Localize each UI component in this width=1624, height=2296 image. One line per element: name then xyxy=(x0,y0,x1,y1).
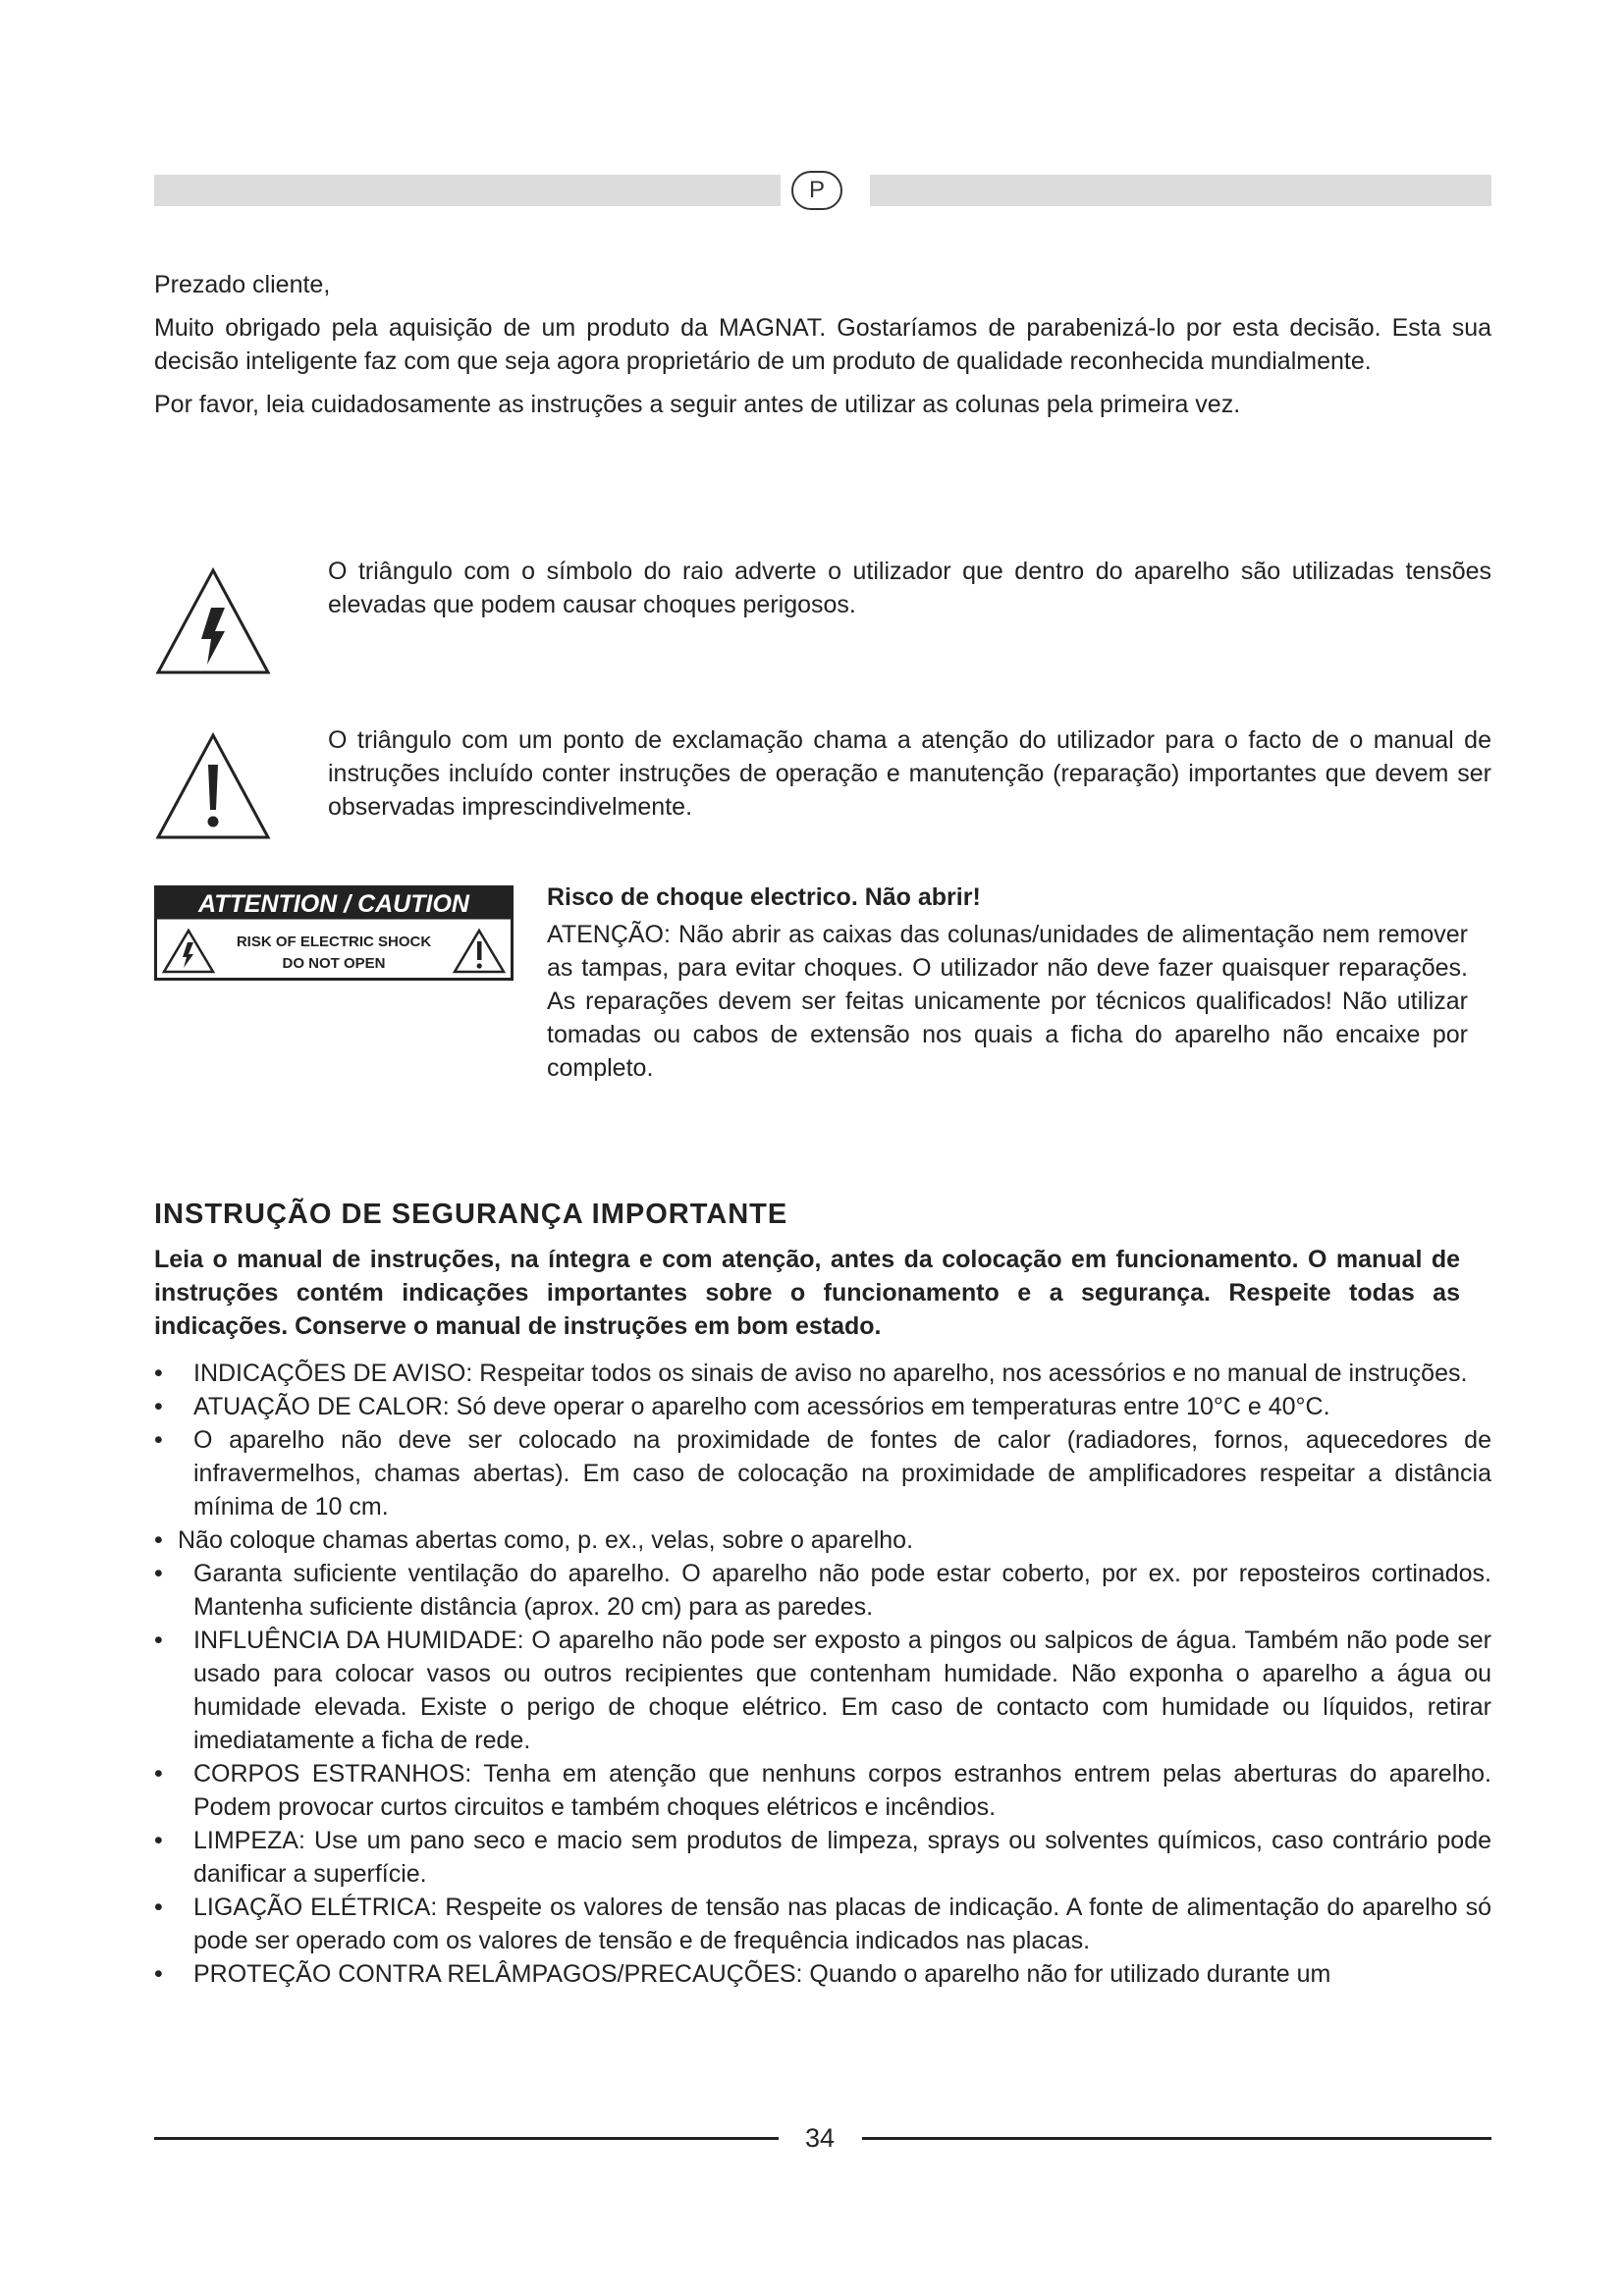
safety-bullet-list xyxy=(154,1357,1491,1991)
list-item: • LIGAÇÃO ELÉTRICA: Respeite os valores de tensão nas placas de indicação. A fonte de alimentação do aparelho só pode ser operado com os valores de tensão e de frequência indicados nas placas. xyxy=(154,1891,1491,1957)
lightning-warning-text: O triângulo com o símbolo do raio adverte o utilizador que dentro do aparelho são utilizadas tensões elevadas que podem causar choques perigosos. xyxy=(328,558,1491,618)
safety-section-title: INSTRUÇÃO DE SEGURANÇA IMPORTANTE xyxy=(154,1199,788,1230)
caution-label-line1: RISK OF ELECTRIC SHOCK xyxy=(236,934,432,950)
list-item: • PROTEÇÃO CONTRA RELÂMPAGOS/PRECAUÇÕES: Quando o aparelho não for utilizado durante um xyxy=(154,1957,1491,1991)
list-item: • Garanta suficiente ventilação do aparelho. O aparelho não pode estar coberto, por ex. por reposteiros cortinados. Mantenha suficiente distância (aprox. 20 cm) para as paredes. xyxy=(154,1557,1491,1624)
list-item: • INFLUÊNCIA DA HUMIDADE: O aparelho não pode ser exposto a pingos ou salpicos de água. Também não pode ser usado para colocar vasos ou outros recipientes que contenham humidade. Não exponha o aparelho a água ou humidade elevada. Existe o perigo de choque elétrico. Em caso de contacto com humidade ou líquidos, retirar imediatamente a ficha de rede. xyxy=(154,1624,1491,1757)
safety-lead: Leia o manual de instruções, na íntegra e com atenção, antes da colocação em funcionamento. O manual de instruções contém indicações importantes sobre o funcionamento e a segurança. Respeite todas as indicações. Conserve o manual de instruções em bom estado. xyxy=(154,1246,1460,1340)
list-item: • O aparelho não deve ser colocado na proximidade de fontes de calor (radiadores, fornos, aquecedores de infravermelhos, chamas abertas). Em caso de colocação na proximidade de amplificadores respeitar a distância mínima de 10 cm. xyxy=(154,1423,1491,1523)
list-item: • Não coloque chamas abertas como, p. ex., velas, sobre o aparelho. xyxy=(154,1523,1491,1557)
language-badge: P xyxy=(791,171,842,210)
list-item: • INDICAÇÕES DE AVISO: Respeitar todos os sinais de aviso no aparelho, nos acessórios e no manual de instruções. xyxy=(154,1357,1491,1390)
footer-line-right xyxy=(862,2137,1491,2140)
lightning-warning-icon xyxy=(154,566,272,676)
caution-label-title: ATTENTION / CAUTION xyxy=(198,890,469,918)
intro-paragraph-2: Por favor, leia cuidadosamente as instruções a seguir antes de utilizar as colunas pela primeira vez. xyxy=(154,391,1241,418)
list-item: • CORPOS ESTRANHOS: Tenha em atenção que nenhuns corpos estranhos entrem pelas aberturas do aparelho. Podem provocar curtos circuitos e também choques elétricos e incêndios. xyxy=(154,1757,1491,1824)
page-number: 34 xyxy=(804,2123,836,2153)
caution-label xyxy=(154,885,514,981)
caution-label-line2: DO NOT OPEN xyxy=(282,955,386,972)
intro-section xyxy=(154,268,1491,421)
caution-body: ATENÇÃO: Não abrir as caixas das colunas/unidades de alimentação nem remover as tampas, para evitar choques. O utilizador não deve fazer quaisquer reparações. As reparações devem ser feitas unicamente por técnicos qualificados! Não utilizar tomadas ou cabos de extensão nos quais a ficha do aparelho não encaixe por completo. xyxy=(547,921,1468,1082)
exclamation-warning-icon xyxy=(154,731,272,841)
header-bar-right xyxy=(870,175,1491,206)
intro-paragraph-1: Muito obrigado pela aquisição de um produto da MAGNAT. Gostaríamos de parabenizá-lo por esta decisão. Esta sua decisão inteligente faz com que seja agora proprietário de um produto de qualidade reconhecida mundialmente. xyxy=(154,314,1491,375)
list-item: • LIMPEZA: Use um pano seco e macio sem produtos de limpeza, sprays ou solventes químicos, caso contrário pode danificar a superfície. xyxy=(154,1824,1491,1891)
greeting: Prezado cliente, xyxy=(154,271,331,298)
footer-line-left xyxy=(154,2137,779,2140)
list-item: • ATUAÇÃO DE CALOR: Só deve operar o aparelho com acessórios em temperaturas entre 10°C e 40°C. xyxy=(154,1390,1491,1423)
exclamation-warning-text: O triângulo com um ponto de exclamação chama a atenção do utilizador para o facto de o manual de instruções incluído conter instruções de operação e manutenção (reparação) importantes que devem ser observadas imprescindivelmente. xyxy=(328,726,1491,821)
header-bar-left xyxy=(154,175,781,206)
caution-text-block xyxy=(547,881,1468,1085)
caution-heading: Risco de choque electrico. Não abrir! xyxy=(547,883,981,911)
